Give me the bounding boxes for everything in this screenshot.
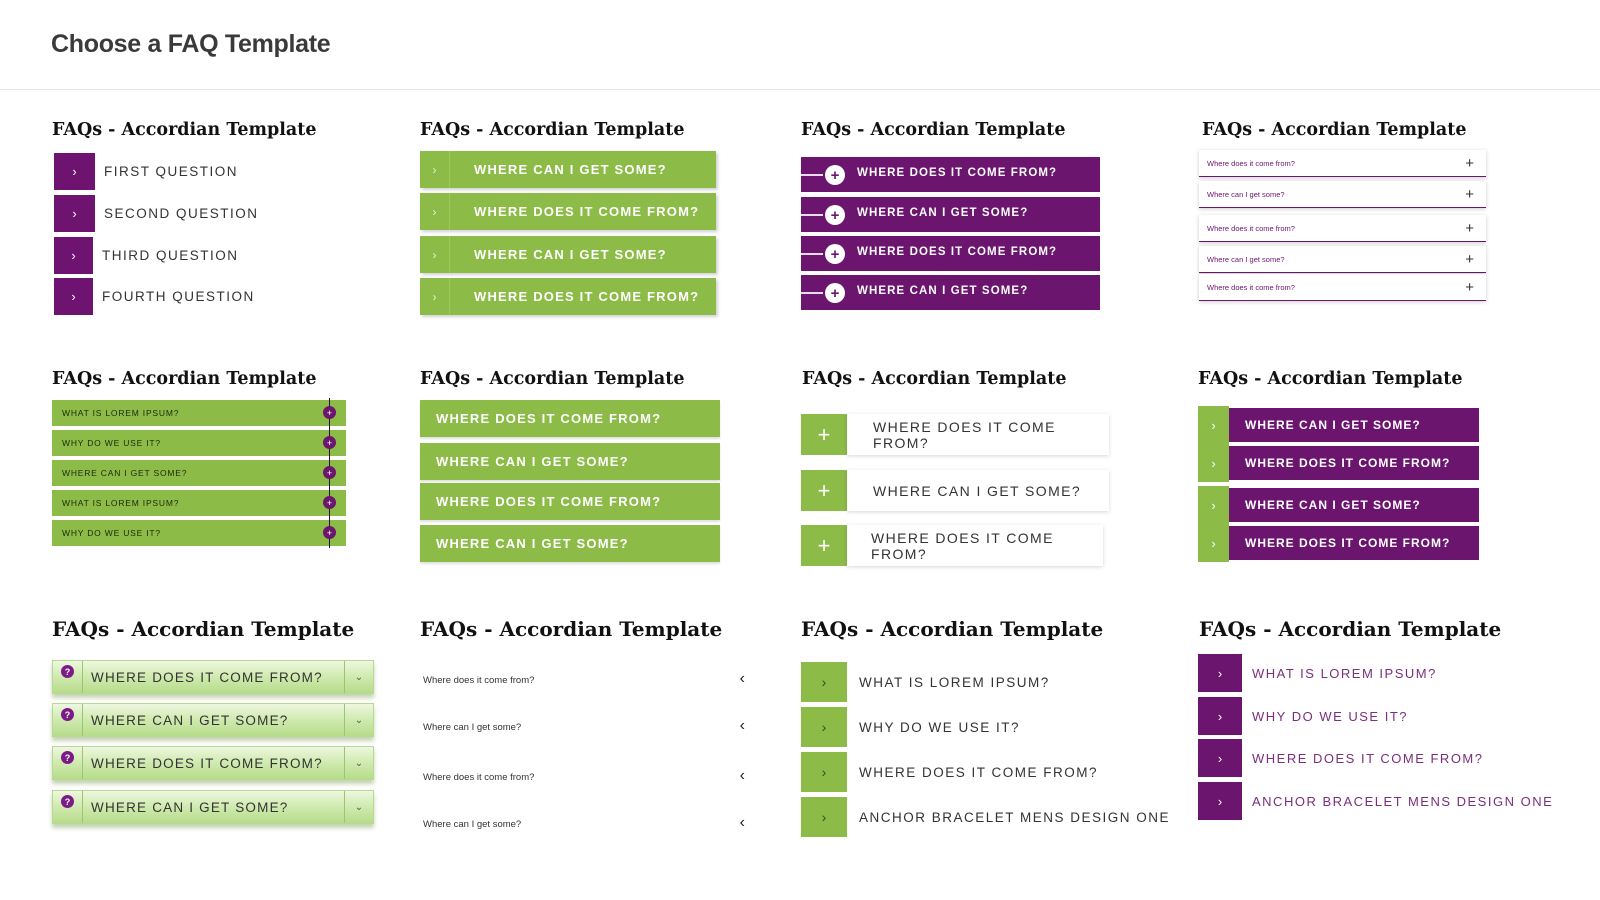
question-icon: ? [61, 751, 74, 764]
faq-item[interactable] [52, 790, 374, 824]
card-title: FAQs - Accordian Template [420, 617, 723, 641]
faq-item[interactable] [52, 400, 346, 426]
faq-question: Where can I get some? [1207, 189, 1285, 199]
plus-icon: + [801, 414, 847, 455]
chevron-right-icon: › [54, 278, 93, 315]
faq-item[interactable] [420, 443, 720, 480]
faq-question: WHERE DOES IT COME FROM? [474, 204, 700, 219]
chevron-right-icon: › [420, 151, 450, 188]
faq-question: WHERE CAN I GET SOME? [1229, 488, 1479, 522]
faq-question: WHERE CAN I GET SOME? [62, 468, 188, 478]
faq-item[interactable] [52, 460, 346, 486]
faq-item[interactable] [420, 236, 716, 273]
page-header [0, 0, 1600, 90]
faq-question: THIRD QUESTION [102, 248, 239, 263]
faq-item[interactable] [1198, 739, 1484, 777]
faq-item[interactable] [801, 197, 1100, 232]
chevron-right-icon: › [420, 278, 450, 315]
template-card-4[interactable] [1199, 120, 1519, 320]
plus-icon: + [323, 436, 336, 449]
card-title: FAQs - Accordian Template [801, 617, 1104, 641]
faq-question: WHERE DOES IT COME FROM? [873, 418, 1056, 451]
plus-icon: + [323, 406, 336, 419]
faq-item[interactable] [801, 275, 1100, 310]
card-title: FAQs - Accordian Template [1199, 617, 1502, 641]
faq-item[interactable] [52, 490, 346, 516]
question-icon: ? [61, 708, 74, 721]
connector-line [801, 292, 823, 294]
card-title: FAQs - Accordian Template [52, 369, 317, 389]
faq-item[interactable] [801, 707, 1020, 747]
faq-item[interactable] [1199, 215, 1486, 242]
faq-item[interactable] [52, 660, 374, 694]
chevron-down-icon[interactable]: ⌄ [344, 747, 373, 779]
faq-question: WHERE CAN I GET SOME? [873, 482, 1082, 499]
faq-item[interactable] [801, 797, 1170, 837]
connector-line [801, 253, 823, 255]
faq-item[interactable] [1199, 150, 1486, 177]
faq-question: WHY DO WE USE IT? [859, 719, 1021, 735]
chevron-right-icon: › [1198, 486, 1229, 524]
template-card-5[interactable] [52, 369, 382, 559]
faq-question: WHERE DOES IT COME FROM? [871, 529, 1054, 562]
faq-item[interactable] [420, 525, 720, 562]
faq-question: WHERE CAN I GET SOME? [91, 799, 289, 815]
faq-item[interactable] [423, 717, 745, 737]
faq-question: SECOND QUESTION [104, 206, 259, 221]
faq-item[interactable] [801, 414, 1109, 455]
faq-question: WHERE CAN I GET SOME? [436, 454, 629, 469]
faq-item[interactable] [420, 193, 716, 230]
chevron-left-icon[interactable]: ‹ [739, 717, 745, 734]
connector-line [801, 174, 823, 176]
connector-line [801, 214, 823, 216]
plus-icon: + [1465, 186, 1474, 203]
template-card-1[interactable] [52, 120, 382, 320]
faq-item[interactable] [52, 703, 374, 737]
template-card-2[interactable] [420, 120, 740, 320]
faq-item[interactable] [52, 520, 346, 546]
faq-question: Where does it come from? [1207, 158, 1295, 168]
faq-question: WHAT IS LOREM IPSUM? [62, 408, 180, 418]
chevron-down-icon[interactable]: ⌄ [344, 704, 373, 736]
faq-question: WHERE DOES IT COME FROM? [859, 764, 1099, 780]
chevron-right-icon: › [801, 662, 847, 702]
faq-item[interactable] [801, 236, 1100, 271]
question-icon: ? [61, 795, 74, 808]
template-card-11[interactable] [801, 617, 1181, 842]
faq-question: WHERE CAN I GET SOME? [474, 247, 667, 262]
chevron-right-icon: › [54, 237, 93, 274]
chevron-right-icon: › [1198, 444, 1229, 482]
chevron-right-icon: › [1198, 739, 1242, 777]
card-title: FAQs - Accordian Template [52, 617, 355, 641]
faq-question: FIRST QUESTION [104, 164, 239, 179]
plus-icon: + [1465, 251, 1474, 268]
plus-icon: + [1465, 155, 1474, 172]
faq-question: WHERE CAN I GET SOME? [91, 712, 289, 728]
faq-question: Where can I get some? [423, 721, 522, 733]
faq-question: WHERE CAN I GET SOME? [857, 285, 1029, 297]
card-title: FAQs - Accordian Template [420, 120, 685, 140]
chevron-right-icon: › [801, 797, 847, 837]
faq-question: WHAT IS LOREM IPSUM? [1252, 665, 1437, 681]
faq-item[interactable] [420, 400, 720, 437]
plus-icon: + [825, 165, 845, 185]
chevron-right-icon: › [1198, 524, 1229, 562]
faq-question: WHAT IS LOREM IPSUM? [62, 498, 180, 508]
chevron-left-icon[interactable]: ‹ [739, 767, 745, 784]
chevron-right-icon: › [1198, 654, 1242, 692]
chevron-left-icon[interactable]: ‹ [739, 814, 745, 831]
faq-item[interactable] [1198, 782, 1553, 820]
faq-question: WHERE DOES IT COME FROM? [857, 167, 1058, 179]
faq-question: WHERE DOES IT COME FROM? [436, 494, 662, 509]
faq-question: WHERE DOES IT COME FROM? [1229, 446, 1479, 480]
chevron-right-icon: › [801, 707, 847, 747]
faq-item[interactable] [1198, 444, 1479, 482]
card-title: FAQs - Accordian Template [801, 120, 1066, 140]
question-icon: ? [61, 665, 74, 678]
faq-item[interactable] [1199, 274, 1486, 301]
faq-question: Where can I get some? [1207, 254, 1285, 264]
card-title: FAQs - Accordian Template [420, 369, 685, 389]
faq-question: Where does it come from? [423, 771, 535, 783]
faq-question: WHERE CAN I GET SOME? [1229, 408, 1479, 442]
faq-question: WHY DO WE USE IT? [1252, 708, 1408, 724]
chevron-right-icon: › [1198, 406, 1229, 444]
chevron-right-icon: › [54, 153, 95, 190]
template-card-8[interactable] [1198, 369, 1518, 569]
plus-icon: + [825, 244, 845, 264]
chevron-down-icon[interactable]: ⌄ [344, 791, 373, 823]
plus-icon: + [1465, 220, 1474, 237]
template-card-3[interactable] [801, 120, 1131, 320]
faq-item[interactable] [54, 237, 239, 274]
faq-question: WHERE DOES IT COME FROM? [91, 755, 323, 771]
faq-question: WHY DO WE USE IT? [62, 438, 161, 448]
chevron-right-icon: › [420, 193, 450, 230]
faq-item[interactable] [420, 483, 720, 520]
card-title: FAQs - Accordian Template [1198, 369, 1463, 389]
card-title: FAQs - Accordian Template [52, 120, 317, 140]
faq-question: WHY DO WE USE IT? [62, 528, 161, 538]
chevron-right-icon: › [420, 236, 450, 273]
template-card-9[interactable] [52, 617, 392, 837]
faq-item[interactable] [54, 278, 255, 315]
faq-item[interactable] [420, 278, 716, 315]
faq-item[interactable] [54, 195, 259, 232]
template-card-7[interactable] [801, 369, 1131, 579]
faq-item[interactable] [1199, 181, 1486, 208]
faq-question: WHERE CAN I GET SOME? [436, 536, 629, 551]
faq-question: FOURTH QUESTION [102, 289, 255, 304]
faq-item[interactable] [420, 151, 716, 188]
faq-question: WHERE DOES IT COME FROM? [91, 669, 323, 685]
template-card-12[interactable] [1198, 617, 1558, 837]
faq-item[interactable] [423, 767, 745, 787]
chevron-right-icon: › [54, 195, 95, 232]
plus-icon: + [323, 526, 336, 539]
faq-question: WHERE CAN I GET SOME? [474, 162, 667, 177]
faq-question: Where does it come from? [423, 674, 535, 686]
faq-item[interactable] [801, 470, 1109, 511]
faq-question: Where can I get some? [423, 818, 522, 830]
chevron-right-icon: › [1198, 782, 1242, 820]
chevron-right-icon: › [1198, 697, 1242, 735]
chevron-right-icon: › [801, 752, 847, 792]
faq-question: WHERE DOES IT COME FROM? [1252, 750, 1484, 766]
faq-question: Where does it come from? [1207, 223, 1295, 233]
faq-question: WHERE DOES IT COME FROM? [857, 246, 1058, 258]
faq-item[interactable] [801, 157, 1100, 192]
plus-icon: + [825, 283, 845, 303]
plus-icon: + [1465, 279, 1474, 296]
faq-item[interactable] [423, 814, 745, 834]
card-title: FAQs - Accordian Template [802, 369, 1067, 389]
faq-item[interactable] [1198, 697, 1408, 735]
faq-question: WHERE DOES IT COME FROM? [436, 411, 662, 426]
chevron-left-icon[interactable]: ‹ [739, 670, 745, 687]
faq-item[interactable] [1198, 406, 1479, 444]
faq-item[interactable] [801, 525, 1103, 566]
faq-item[interactable] [801, 662, 1050, 702]
faq-question: ANCHOR BRACELET MENS DESIGN ONE [1252, 793, 1554, 809]
plus-icon: + [801, 525, 847, 566]
plus-icon: + [801, 470, 847, 511]
faq-item[interactable] [52, 430, 346, 456]
template-card-6[interactable] [420, 369, 750, 569]
faq-item[interactable] [54, 153, 238, 190]
faq-question: ANCHOR BRACELET MENS DESIGN ONE [859, 809, 1171, 825]
faq-item[interactable] [1198, 524, 1479, 562]
plus-icon: + [323, 466, 336, 479]
page-title: Choose a FAQ Template [51, 30, 331, 58]
card-title: FAQs - Accordian Template [1202, 120, 1467, 140]
faq-question: Where does it come from? [1207, 282, 1295, 292]
faq-question: WHERE DOES IT COME FROM? [1229, 526, 1479, 560]
faq-item[interactable] [423, 670, 745, 690]
faq-item[interactable] [801, 752, 1098, 792]
template-card-10[interactable] [420, 617, 760, 837]
faq-item[interactable] [1199, 246, 1486, 273]
chevron-down-icon[interactable]: ⌄ [344, 661, 373, 693]
plus-icon: + [825, 205, 845, 225]
plus-icon: + [323, 496, 336, 509]
faq-item[interactable] [52, 746, 374, 780]
faq-item[interactable] [1198, 486, 1479, 524]
faq-item[interactable] [1198, 654, 1437, 692]
faq-question: WHERE DOES IT COME FROM? [474, 289, 700, 304]
faq-question: WHAT IS LOREM IPSUM? [859, 674, 1050, 690]
faq-question: WHERE CAN I GET SOME? [857, 207, 1029, 219]
